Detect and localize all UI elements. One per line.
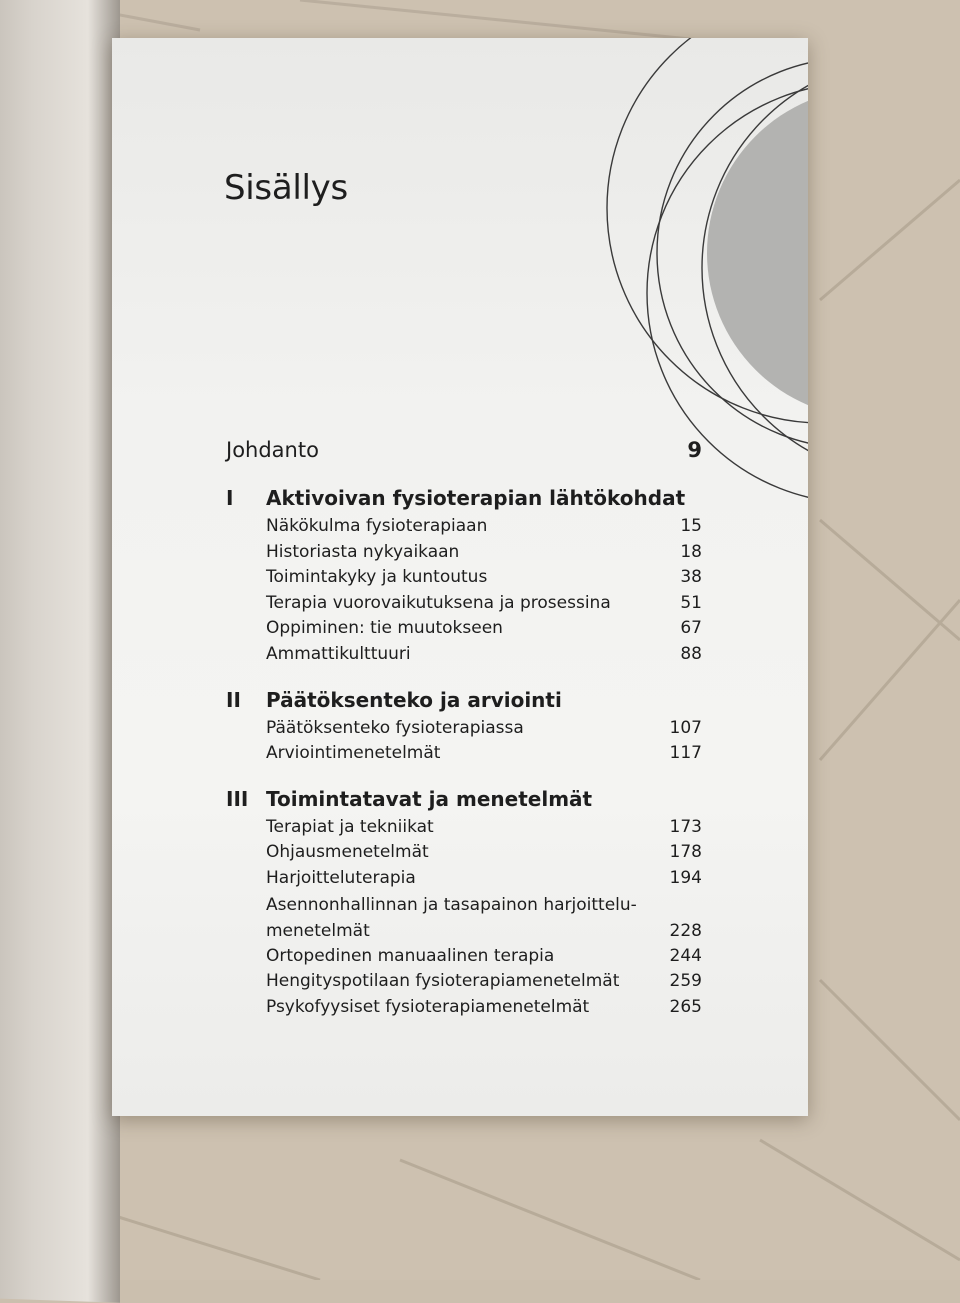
toc-entry[interactable] (266, 716, 702, 742)
facing-page-edge (0, 0, 120, 1303)
toc-entry[interactable] (266, 565, 702, 591)
toc-entry-label: Oppiminen: tie muutokseen (266, 618, 503, 639)
toc-entry-label: Päätöksenteko fysioterapiassa (266, 717, 524, 738)
toc-entry-label: Toimintakyky ja kuntoutus (266, 567, 488, 588)
section-heading[interactable] (226, 486, 702, 510)
toc-entry-label: Ortopedinen manuaalinen terapia (266, 945, 555, 966)
toc-entry-label: Ammattikulttuuri (266, 643, 411, 664)
outline-circle (702, 58, 808, 478)
toc-entry-label: Arviointimenetelmät (266, 743, 441, 764)
section-numeral: I (226, 486, 234, 510)
toc-entry-page: 259 (669, 971, 702, 992)
toc-entry-label: Asennonhallinnan ja tasapainon harjoittelu- menetelmät (266, 894, 637, 941)
toc-section-2 (226, 688, 702, 767)
toc-entry-page: 107 (669, 717, 702, 738)
outline-circle (657, 58, 808, 448)
toc-entry-page: 228 (669, 920, 702, 941)
section-numeral: III (226, 786, 249, 811)
toc-entry[interactable] (266, 840, 702, 866)
toc-entry-page: 18 (680, 541, 702, 562)
section-heading[interactable] (226, 688, 702, 712)
section-heading[interactable] (226, 787, 702, 811)
toc-entry-page: 265 (669, 996, 702, 1017)
toc-intro-row[interactable] (226, 438, 702, 462)
section-title: Toimintatavat ja menetelmät (266, 786, 593, 811)
toc-entry-page: 178 (669, 842, 702, 863)
toc-entry-page: 38 (680, 567, 702, 588)
page-title: Sisällys (224, 168, 348, 208)
toc-entry[interactable] (266, 866, 702, 892)
toc-entry[interactable] (266, 995, 702, 1021)
toc-entry-page: 88 (680, 643, 702, 664)
toc-entry[interactable] (266, 892, 702, 944)
toc-entry-label: Näkökulma fysioterapiaan (266, 516, 488, 536)
toc-entry[interactable] (266, 969, 702, 995)
toc-entry-page: 51 (680, 592, 702, 613)
toc-entry-label: Hengityspotilaan fysioterapiamenetelmät (266, 971, 620, 992)
toc-entry-page: 173 (669, 816, 702, 837)
toc-entry-label: Terapiat ja tekniikat (266, 816, 434, 837)
toc-entry[interactable] (266, 591, 702, 617)
toc-entry-label: Historiasta nykyaikaan (266, 541, 460, 562)
toc-entry[interactable] (266, 642, 702, 668)
toc-intro-page: 9 (687, 438, 702, 462)
section-title: Päätöksenteko ja arviointi (266, 687, 562, 712)
toc-entry-page: 244 (669, 945, 702, 966)
toc-entry[interactable] (266, 741, 702, 767)
section-title: Aktivoivan fysioterapian lähtökohdat (266, 486, 686, 510)
filled-circle (707, 88, 808, 418)
toc-intro-label: Johdanto (226, 438, 319, 462)
toc-entry[interactable] (266, 514, 702, 540)
toc-entry[interactable] (266, 944, 702, 970)
toc-entry-label: Ohjausmenetelmät (266, 842, 429, 863)
toc-entry-label: Harjoitteluterapia (266, 867, 416, 888)
toc-entry-page: 67 (680, 618, 702, 639)
toc-entry[interactable] (266, 815, 702, 841)
book-page (112, 38, 808, 1116)
toc-section-3 (226, 787, 702, 1021)
toc-entry-page: 117 (669, 743, 702, 764)
section-numeral: II (226, 687, 241, 712)
toc-entry-label: Psykofyysiset fysioterapiamenetelmät (266, 996, 590, 1017)
outline-circle (607, 38, 808, 423)
toc-section-1 (226, 486, 702, 668)
toc-entry-label: Terapia vuorovaikutuksena ja prosessina (266, 592, 611, 613)
toc-entry[interactable] (266, 540, 702, 566)
toc-entry[interactable] (266, 616, 702, 642)
toc-entry-page: 15 (680, 516, 702, 536)
table-of-contents (226, 438, 702, 1040)
toc-entry-page: 194 (669, 867, 702, 888)
